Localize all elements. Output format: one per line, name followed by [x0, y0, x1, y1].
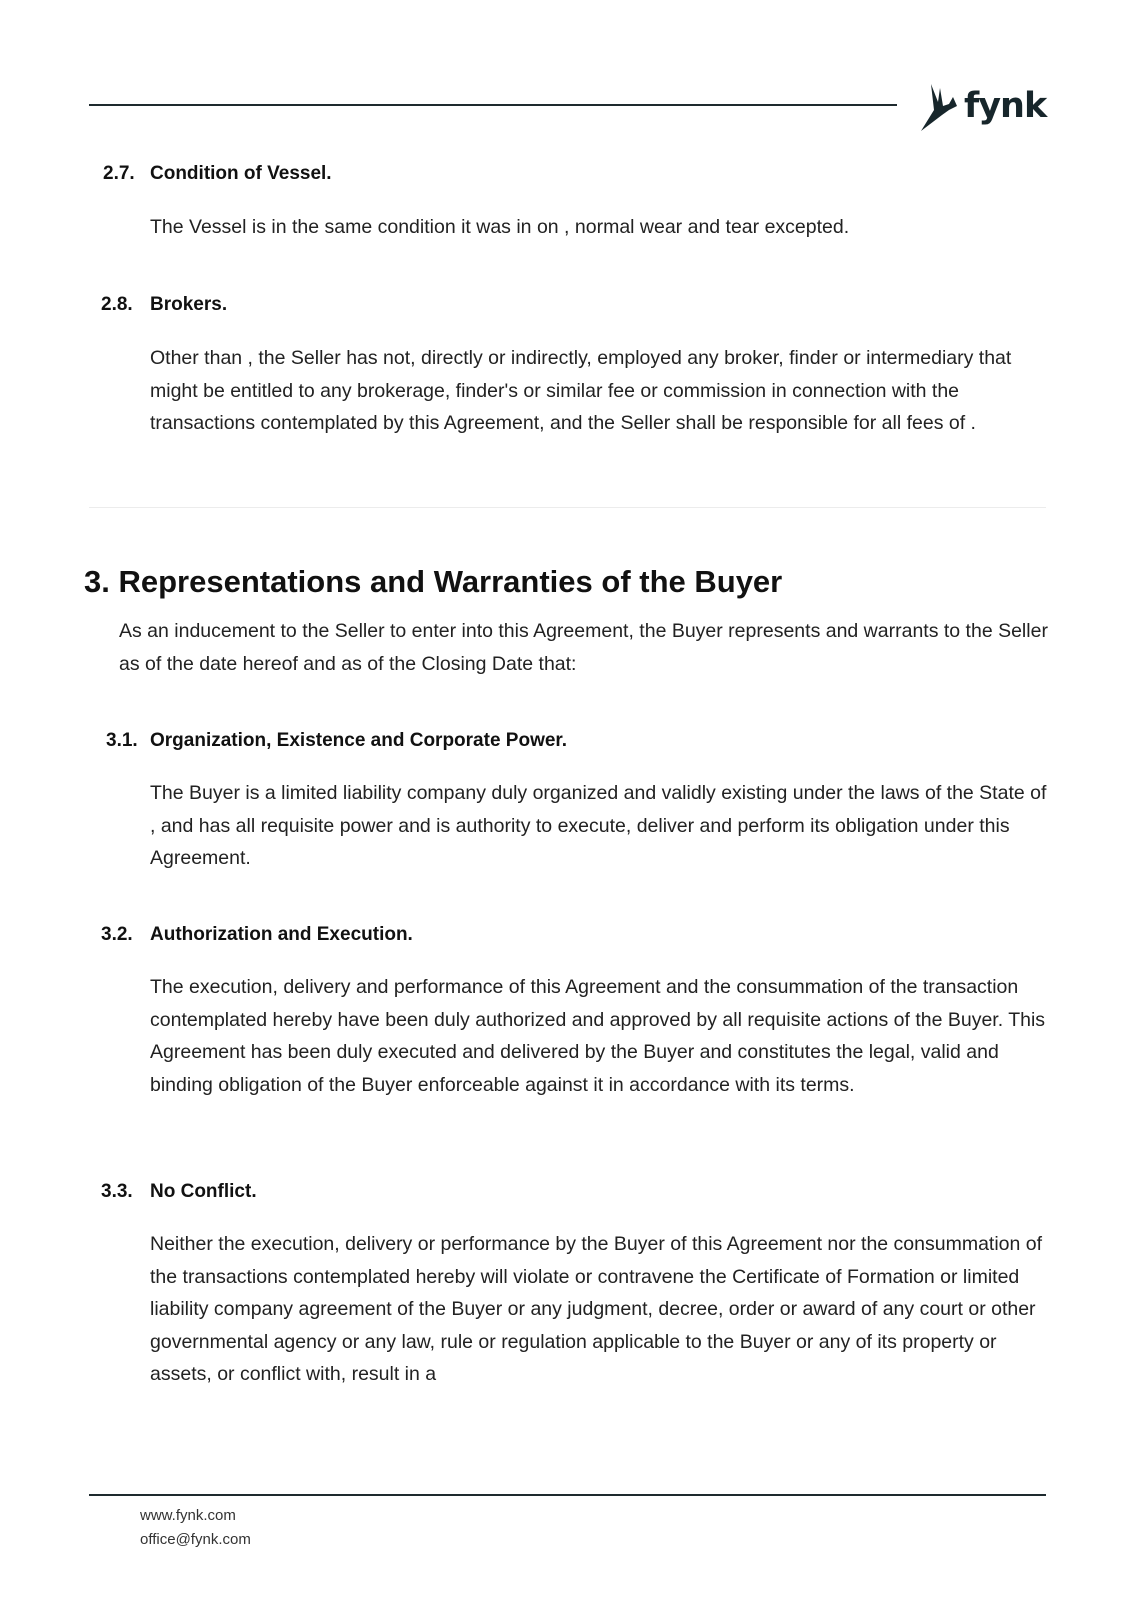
section-title: Condition of Vessel. — [150, 163, 332, 184]
brand-logo — [918, 80, 1046, 132]
section-3-intro: As an inducement to the Seller to enter into this Agreement, the Buyer represents and warrants to the Seller as of the date hereof and as of the Closing Date that: — [119, 620, 1048, 675]
section-number: 3.3. — [101, 1181, 133, 1202]
section-title: Authorization and Execution. — [150, 924, 413, 945]
footer-website[interactable]: www.fynk.com — [140, 1507, 236, 1524]
section-3-title: 3. Representations and Warranties of the Buyer — [84, 564, 783, 599]
section-2-7-body: The Vessel is in the same condition it was in on , normal wear and tear excepted. — [150, 216, 850, 238]
footer-email[interactable]: office@fynk.com — [140, 1531, 251, 1548]
section-2-8-body: Other than , the Seller has not, directly or indirectly, employed any broker, finder or intermediary that might be entitled to any brokerage, finder's or similar fee or commission in connection with the transactions contemplated by this Agreement, and the Seller shall be responsible for all fees of . — [150, 347, 1012, 434]
section-divider — [89, 507, 1046, 508]
section-3-3-heading — [101, 1181, 257, 1203]
section-number: 2.7. — [103, 163, 135, 184]
section-number: 2.8. — [101, 294, 133, 315]
section-title: Organization, Existence and Corporate Power. — [150, 730, 568, 751]
section-3-2-body: The execution, delivery and performance of this Agreement and the consummation of the transaction contemplated hereby have been duly authorized and approved by all requisite actions of the Buyer. This Agreement has been duly executed and delivered by the Buyer and constitutes the legal, valid and binding obligation of the Buyer enforceable against it in accordance with its terms. — [150, 976, 1046, 1096]
header-rule — [89, 104, 897, 106]
bird-logo-icon — [918, 80, 958, 132]
footer-rule — [89, 1494, 1046, 1496]
section-title: Brokers. — [150, 294, 228, 315]
section-3-1-body: The Buyer is a limited liability company duly organized and validly existing under the laws of the State of , and has all requisite power and is authority to execute, deliver and perform its obligation under this Agreement. — [150, 782, 1047, 869]
section-number: 3.2. — [101, 924, 133, 945]
section-2-7-heading — [103, 163, 332, 185]
section-3-3-body: Neither the execution, delivery or performance by the Buyer of this Agreement nor the consummation of the transactions contemplated hereby will violate or contravene the Certificate of Formation or limited liability company agreement of the Buyer or any judgment, decree, order or award of any court or other governmental agency or any law, rule or regulation applicable to the Buyer or any of its property or assets, or conflict with, result in a — [150, 1233, 1043, 1385]
section-3-1-heading — [106, 730, 567, 752]
section-title: No Conflict. — [150, 1181, 257, 1202]
section-2-8-heading — [101, 294, 227, 316]
brand-wordmark: fynk — [964, 85, 1047, 126]
section-3-2-heading — [101, 924, 413, 946]
section-number: 3.1. — [106, 730, 138, 751]
